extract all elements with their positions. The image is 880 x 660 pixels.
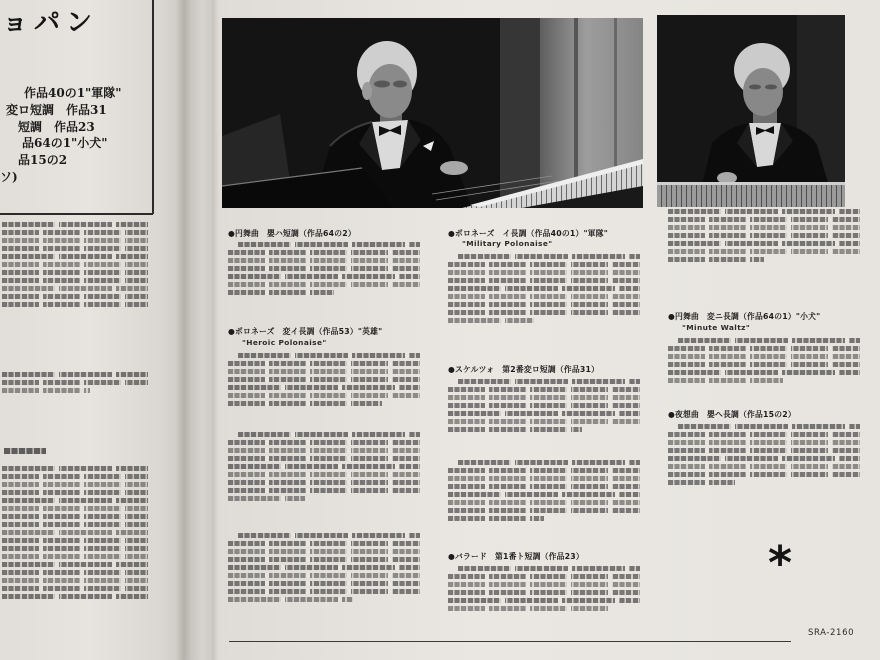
section-subtitle: "Heroic Polonaise" — [242, 338, 327, 347]
text-line — [228, 557, 420, 562]
text-line — [668, 346, 860, 351]
track-list-item: 変ロ短調 作品31 — [6, 103, 107, 117]
text-line — [448, 606, 611, 611]
section-heading: ●スケルツォ 第2番変ロ短調（作品31） — [448, 365, 600, 374]
catalog-number: SRA-2160 — [808, 628, 855, 638]
track-list-item: 品64の1"小犬" — [22, 136, 108, 150]
text-line — [668, 432, 860, 437]
body-paragraph — [448, 457, 640, 524]
left-page — [0, 0, 162, 660]
text-line — [458, 379, 640, 384]
text-line — [678, 424, 860, 429]
text-line — [448, 387, 640, 392]
text-line — [458, 566, 640, 571]
text-line — [448, 262, 640, 267]
text-line — [2, 570, 148, 575]
text-line — [238, 353, 420, 358]
text-line — [448, 419, 640, 424]
text-line — [668, 370, 860, 375]
text-line — [228, 361, 420, 366]
body-paragraph — [228, 350, 420, 409]
track-list-item: ソ) — [0, 170, 18, 184]
track-list-item: 品15の2 — [18, 153, 68, 167]
text-line — [228, 464, 420, 469]
text-line — [228, 448, 420, 453]
text-line — [238, 242, 420, 247]
text-line — [448, 278, 640, 283]
text-line — [448, 403, 640, 408]
text-line — [668, 354, 860, 359]
text-line — [228, 274, 420, 279]
text-line — [668, 249, 860, 254]
text-line — [448, 318, 534, 323]
text-line — [228, 393, 420, 398]
text-line — [2, 586, 148, 591]
text-line — [2, 246, 148, 251]
text-line — [668, 257, 764, 262]
text-line — [228, 496, 305, 501]
text-line — [2, 490, 148, 495]
text-line — [2, 554, 148, 559]
body-paragraph — [228, 530, 420, 605]
text-line — [2, 380, 148, 385]
section-heading: ●夜想曲 嬰ヘ長調（作品15の2） — [668, 410, 796, 419]
body-paragraph — [228, 429, 420, 504]
text-line — [228, 549, 420, 554]
piano — [657, 182, 845, 207]
text-line — [2, 578, 148, 583]
text-line — [668, 217, 860, 222]
text-line — [228, 266, 420, 271]
text-line — [2, 522, 148, 527]
section-heading: ●ポロネーズ イ長調（作品40の1）"軍隊" — [448, 229, 608, 238]
text-line — [228, 282, 420, 287]
left-page-title: ョパン — [2, 8, 99, 38]
pianist-photo-right — [657, 15, 845, 207]
body-paragraph — [668, 206, 860, 265]
track-list-item: 作品40の1"軍隊" — [24, 86, 122, 100]
text-line — [228, 573, 420, 578]
text-line — [228, 258, 420, 263]
text-line — [668, 448, 860, 453]
text-line — [448, 427, 582, 432]
text-line — [448, 500, 640, 505]
body-paragraph — [228, 239, 420, 298]
text-line — [2, 230, 148, 235]
text-line — [228, 589, 420, 594]
body-paragraph — [668, 421, 860, 488]
track-list-item: 短調 作品23 — [18, 120, 95, 134]
body-paragraph — [448, 376, 640, 435]
text-line — [448, 476, 640, 481]
section-heading: ●円舞曲 変ニ長調（作品64の1）"小犬" — [668, 312, 821, 321]
text-line — [448, 574, 640, 579]
text-line — [228, 369, 420, 374]
body-paragraph — [2, 369, 148, 396]
text-line — [2, 262, 148, 267]
text-line — [228, 385, 420, 390]
text-line — [2, 270, 148, 275]
section-subtitle: "Minute Waltz" — [682, 323, 751, 332]
text-line — [448, 395, 640, 400]
body-paragraph — [448, 251, 640, 326]
text-line — [448, 310, 640, 315]
text-line — [678, 338, 860, 343]
text-line — [228, 480, 420, 485]
text-line — [228, 250, 420, 255]
body-paragraph — [448, 563, 640, 614]
section-heading-mark — [4, 448, 46, 454]
section-heading: ●円舞曲 嬰ハ短調（作品64の2） — [228, 229, 356, 238]
text-line — [2, 388, 90, 393]
text-line — [668, 472, 860, 477]
text-line — [228, 597, 353, 602]
text-line — [668, 480, 735, 485]
text-line — [2, 474, 148, 479]
text-line — [668, 440, 860, 445]
text-line — [668, 241, 860, 246]
text-line — [2, 562, 148, 567]
text-line — [228, 290, 334, 295]
text-line — [228, 472, 420, 477]
text-line — [2, 278, 148, 283]
text-line — [2, 286, 148, 291]
text-line — [228, 565, 420, 570]
text-line — [668, 233, 860, 238]
main-page — [212, 0, 880, 660]
text-line — [2, 514, 148, 519]
text-line — [668, 225, 860, 230]
text-line — [2, 546, 148, 551]
text-line — [668, 209, 860, 214]
body-paragraph — [2, 463, 148, 602]
text-line — [448, 484, 640, 489]
text-line — [228, 440, 420, 445]
text-line — [448, 492, 640, 497]
text-line — [448, 590, 640, 595]
title-box-border — [0, 213, 153, 215]
text-line — [448, 302, 640, 307]
text-line — [668, 378, 783, 383]
text-line — [448, 516, 544, 521]
text-line — [448, 468, 640, 473]
text-line — [2, 466, 148, 471]
text-line — [2, 594, 148, 599]
text-line — [2, 530, 148, 535]
text-line — [228, 581, 420, 586]
section-subtitle: "Military Polonaise" — [462, 239, 553, 248]
text-line — [2, 254, 148, 259]
text-line — [228, 377, 420, 382]
text-line — [448, 582, 640, 587]
text-line — [2, 482, 148, 487]
text-line — [668, 464, 860, 469]
text-line — [228, 456, 420, 461]
text-line — [2, 238, 148, 243]
asterisk-ornament: * — [768, 536, 793, 590]
text-line — [458, 460, 640, 465]
text-line — [448, 598, 640, 603]
text-line — [448, 508, 640, 513]
text-line — [448, 294, 640, 299]
section-heading: ●バラード 第1番ト短調（作品23） — [448, 552, 584, 561]
page-gutter — [162, 0, 212, 660]
bottom-rule — [229, 641, 791, 642]
text-line — [458, 254, 640, 259]
text-line — [2, 302, 148, 307]
text-line — [2, 294, 148, 299]
text-line — [2, 506, 148, 511]
text-line — [228, 488, 420, 493]
title-box-border — [152, 0, 154, 214]
text-line — [448, 411, 640, 416]
text-line — [448, 270, 640, 275]
text-line — [2, 372, 148, 377]
text-line — [668, 362, 860, 367]
text-line — [228, 541, 420, 546]
text-line — [668, 456, 860, 461]
body-paragraph — [668, 335, 860, 386]
text-line — [238, 432, 420, 437]
text-line — [238, 533, 420, 538]
text-line — [228, 401, 382, 406]
pianist-photo-left — [222, 18, 643, 208]
text-line — [2, 498, 148, 503]
body-paragraph — [2, 219, 148, 310]
text-line — [448, 286, 640, 291]
text-line — [2, 538, 148, 543]
text-line — [2, 222, 148, 227]
section-heading: ●ポロネーズ 変イ長調（作品53）"英雄" — [228, 327, 383, 336]
